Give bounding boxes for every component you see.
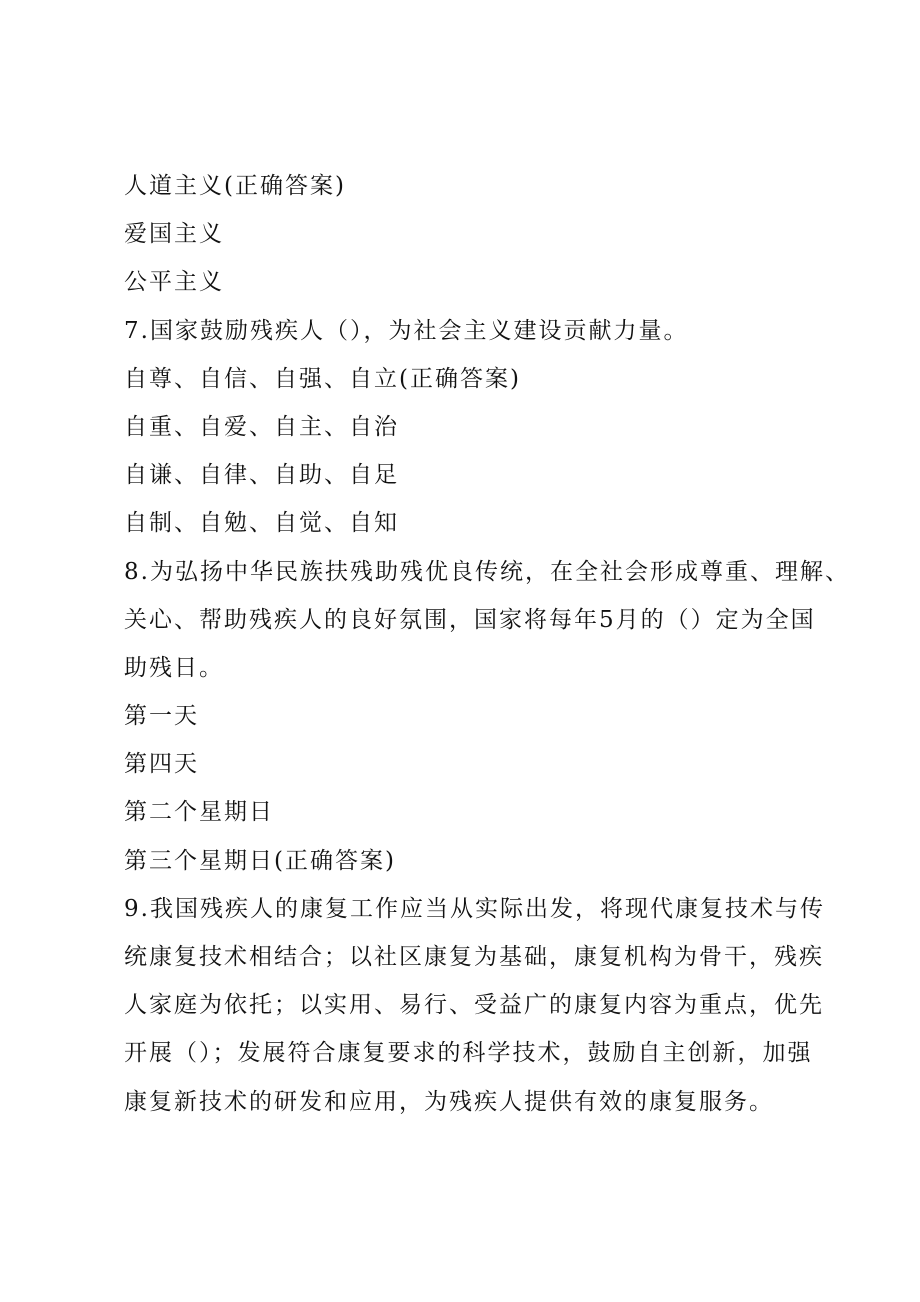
q7-option-d: 自制、自勉、自觉、自知 <box>124 510 399 537</box>
q8-option-a: 第一天 <box>124 703 199 730</box>
q9-question-line-5: 康复新技术的研发和应用，为残疾人提供有效的康复服务。 <box>124 1088 774 1115</box>
q7-question: 7.国家鼓励残疾人（），为社会主义建设贡献力量。 <box>124 317 689 344</box>
q7-option-b: 自重、自爱、自主、自治 <box>124 413 399 440</box>
q6-option-b: 爱国主义 <box>124 221 224 248</box>
q6-option-c: 公平主义 <box>124 269 224 296</box>
q6-option-a: 人道主义(正确答案) <box>124 173 346 199</box>
q8-option-d: 第三个星期日(正确答案) <box>124 847 396 874</box>
q9-question-line-4: 开展（）；发展符合康复要求的科学技术，鼓励自主创新，加强 <box>124 1040 813 1067</box>
q9-question-line-1: 9.我国残疾人的康复工作应当从实际出发，将现代康复技术与传 <box>124 895 825 922</box>
q7-option-c: 自谦、自律、自助、自足 <box>124 462 399 489</box>
q9-question-line-2: 统康复技术相结合；以社区康复为基础，康复机构为骨干，残疾 <box>124 944 824 970</box>
document-body <box>124 162 850 1126</box>
q8-option-b: 第四天 <box>124 751 199 778</box>
q7-option-a: 自尊、自信、自强、自立(正确答案) <box>124 365 521 392</box>
q9-question-line-3: 人家庭为依托；以实用、易行、受益广的康复内容为重点，优先 <box>124 992 824 1019</box>
q8-option-c: 第二个星期日 <box>124 799 274 826</box>
q8-question-line-1: 8.为弘扬中华民族扶残助残优良传统，在全社会形成尊重、理解、 <box>124 558 850 585</box>
q8-question-line-3: 助残日。 <box>124 654 224 681</box>
q8-question-line-2: 关心、帮助残疾人的良好氛围，国家将每年5月的（）定为全国 <box>124 606 816 633</box>
